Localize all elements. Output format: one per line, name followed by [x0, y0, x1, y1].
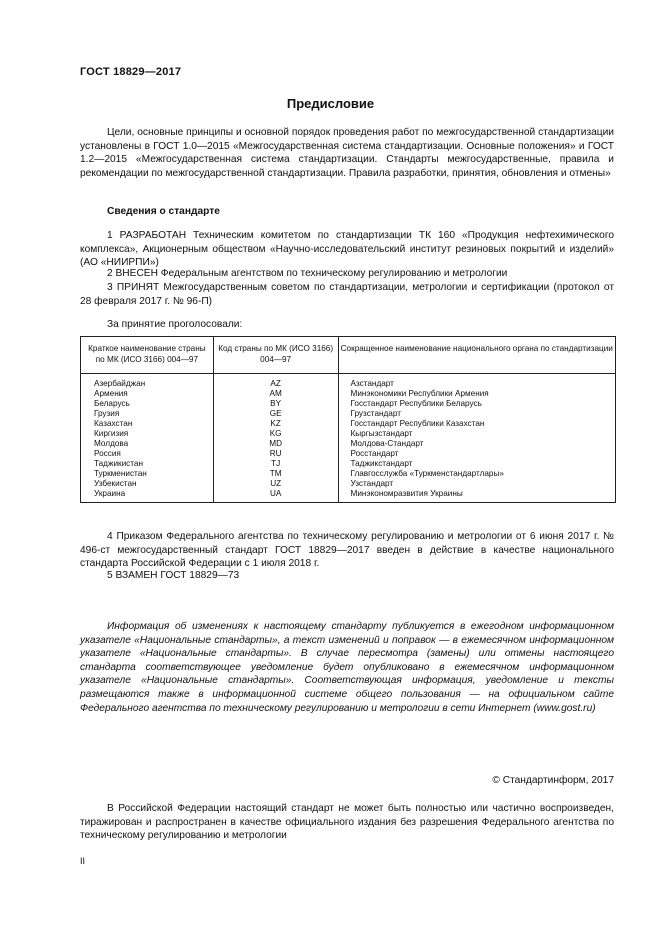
- item-2-introduced: 2 ВНЕСЕН Федеральным агентством по техническому регулированию и метрологии: [107, 268, 508, 279]
- item-1-developed: 1 РАЗРАБОТАН Техническим комитетом по стандартизации ТК 160 «Продукция нефтехимического комплекса», Акционерным обществом «Научно-исследовательский институт резиновых покрытий и изделий» (АО «НИИРПИ»): [80, 230, 614, 269]
- country-cell: Таджикистан: [81, 459, 214, 469]
- table-row: [81, 399, 616, 409]
- code-cell: TJ: [213, 459, 338, 469]
- code-cell: RU: [213, 449, 338, 459]
- body-cell: Узстандарт: [338, 479, 616, 489]
- page-title: Предисловие: [286, 96, 375, 111]
- country-cell: Узбекистан: [81, 479, 214, 489]
- body-cell: Главгосслужба «Туркменстандартлары»: [338, 469, 616, 479]
- body-cell: Минэкономразвития Украины: [338, 489, 616, 503]
- code-cell: KZ: [213, 419, 338, 429]
- item-5-replaces: 5 ВЗАМЕН ГОСТ 18829—73: [107, 570, 240, 581]
- voting-table: [80, 336, 616, 503]
- country-cell: Азербайджан: [81, 374, 214, 390]
- table-row: [81, 429, 616, 439]
- country-cell: Молдова: [81, 439, 214, 449]
- body-cell: Росстандарт: [338, 449, 616, 459]
- changes-notice: Информация об изменениях к настоящему стандарту публикуется в ежегодном информационном указателе «Национальные стандарты», а текст изменений и поправок — в ежемесячном информационном указателе «Национальные стандарты». В случае пересмотра (замены) или отмены настоящего стандарта соответствующее уведомление будет опубликовано в ежемесячном информационном указателе «Национальные стандарты». Соответствующая информация, уведомление и тексты размещаются также в информационной системе общего пользования — на официальном сайте Федерального агентства по техническому регулированию и метрологии в сети Интернет (www.gost.ru): [80, 621, 614, 714]
- table-row: [81, 419, 616, 429]
- body-cell: Кыргызстандарт: [338, 429, 616, 439]
- country-cell: Украина: [81, 489, 214, 503]
- table-row: [81, 489, 616, 503]
- code-cell: GE: [213, 409, 338, 419]
- table-row: [81, 374, 616, 390]
- code-cell: AM: [213, 389, 338, 399]
- code-cell: MD: [213, 439, 338, 449]
- table-row: [81, 439, 616, 449]
- code-cell: TM: [213, 469, 338, 479]
- table-row: [81, 389, 616, 399]
- body-cell: Грузстандарт: [338, 409, 616, 419]
- code-cell: UZ: [213, 479, 338, 489]
- country-cell: Россия: [81, 449, 214, 459]
- body-cell: Молдова-Стандарт: [338, 439, 616, 449]
- reproduction-notice: В Российской Федерации настоящий стандарт не может быть полностью или частично воспроизведен, тиражирован и распространен в качестве официального издания без разрешения Федерального агентства по техническому регулированию и метрологии: [80, 803, 614, 842]
- body-cell: Госстандарт Республики Беларусь: [338, 399, 616, 409]
- page-number: II: [80, 856, 86, 866]
- info-heading: Сведения о стандарте: [107, 206, 220, 217]
- column-header-code: Код страны по МК (ИСО 3166) 004—97: [213, 337, 338, 374]
- table-row: [81, 469, 616, 479]
- country-cell: Киргизия: [81, 429, 214, 439]
- country-cell: Грузия: [81, 409, 214, 419]
- code-cell: BY: [213, 399, 338, 409]
- item-3-adopted: 3 ПРИНЯТ Межгосударственным советом по стандартизации, метрологии и сертификации (протокол от 28 февраля 2017 г. № 96-П): [80, 282, 614, 307]
- copyright-notice: © Стандартинформ, 2017: [492, 775, 614, 786]
- body-cell: Азстандарт: [338, 374, 616, 390]
- table-row: [81, 409, 616, 419]
- voted-label: За принятие проголосовали:: [107, 319, 243, 330]
- document-header: ГОСТ 18829—2017: [80, 66, 182, 78]
- body-cell: Минэкономики Республики Армения: [338, 389, 616, 399]
- country-cell: Армения: [81, 389, 214, 399]
- column-header-body: Сокращенное наименование национального органа по стандартизации: [338, 337, 616, 374]
- intro-paragraph: Цели, основные принципы и основной порядок проведения работ по межгосударственной стандартизации установлены в ГОСТ 1.0—2015 «Межгосударственная система стандартизации. Основные положения» и ГОСТ 1.2—2015 «Межгосударственная система стандартизации. Стандарты межгосударственные, правила и рекомендации по межгосударственной стандартизации. Правила разработки, принятия, обновления и отмены»: [80, 127, 614, 179]
- table-row: [81, 459, 616, 469]
- country-cell: Туркменистан: [81, 469, 214, 479]
- code-cell: AZ: [213, 374, 338, 390]
- column-header-country: Краткое наименование страны по МК (ИСО 3166) 004—97: [81, 337, 214, 374]
- country-cell: Беларусь: [81, 399, 214, 409]
- body-cell: Таджикстандарт: [338, 459, 616, 469]
- table-header-row: [81, 337, 616, 374]
- table-row: [81, 449, 616, 459]
- item-4-order: 4 Приказом Федерального агентства по техническому регулированию и метрологии от 6 июня 2017 г. № 496-ст межгосударственный стандарт ГОСТ 18829—2017 введен в действие в качестве национального стандарта Российской Федерации с 1 июля 2018 г.: [80, 531, 614, 570]
- code-cell: KG: [213, 429, 338, 439]
- country-cell: Казахстан: [81, 419, 214, 429]
- body-cell: Госстандарт Республики Казахстан: [338, 419, 616, 429]
- table-row: [81, 479, 616, 489]
- code-cell: UA: [213, 489, 338, 503]
